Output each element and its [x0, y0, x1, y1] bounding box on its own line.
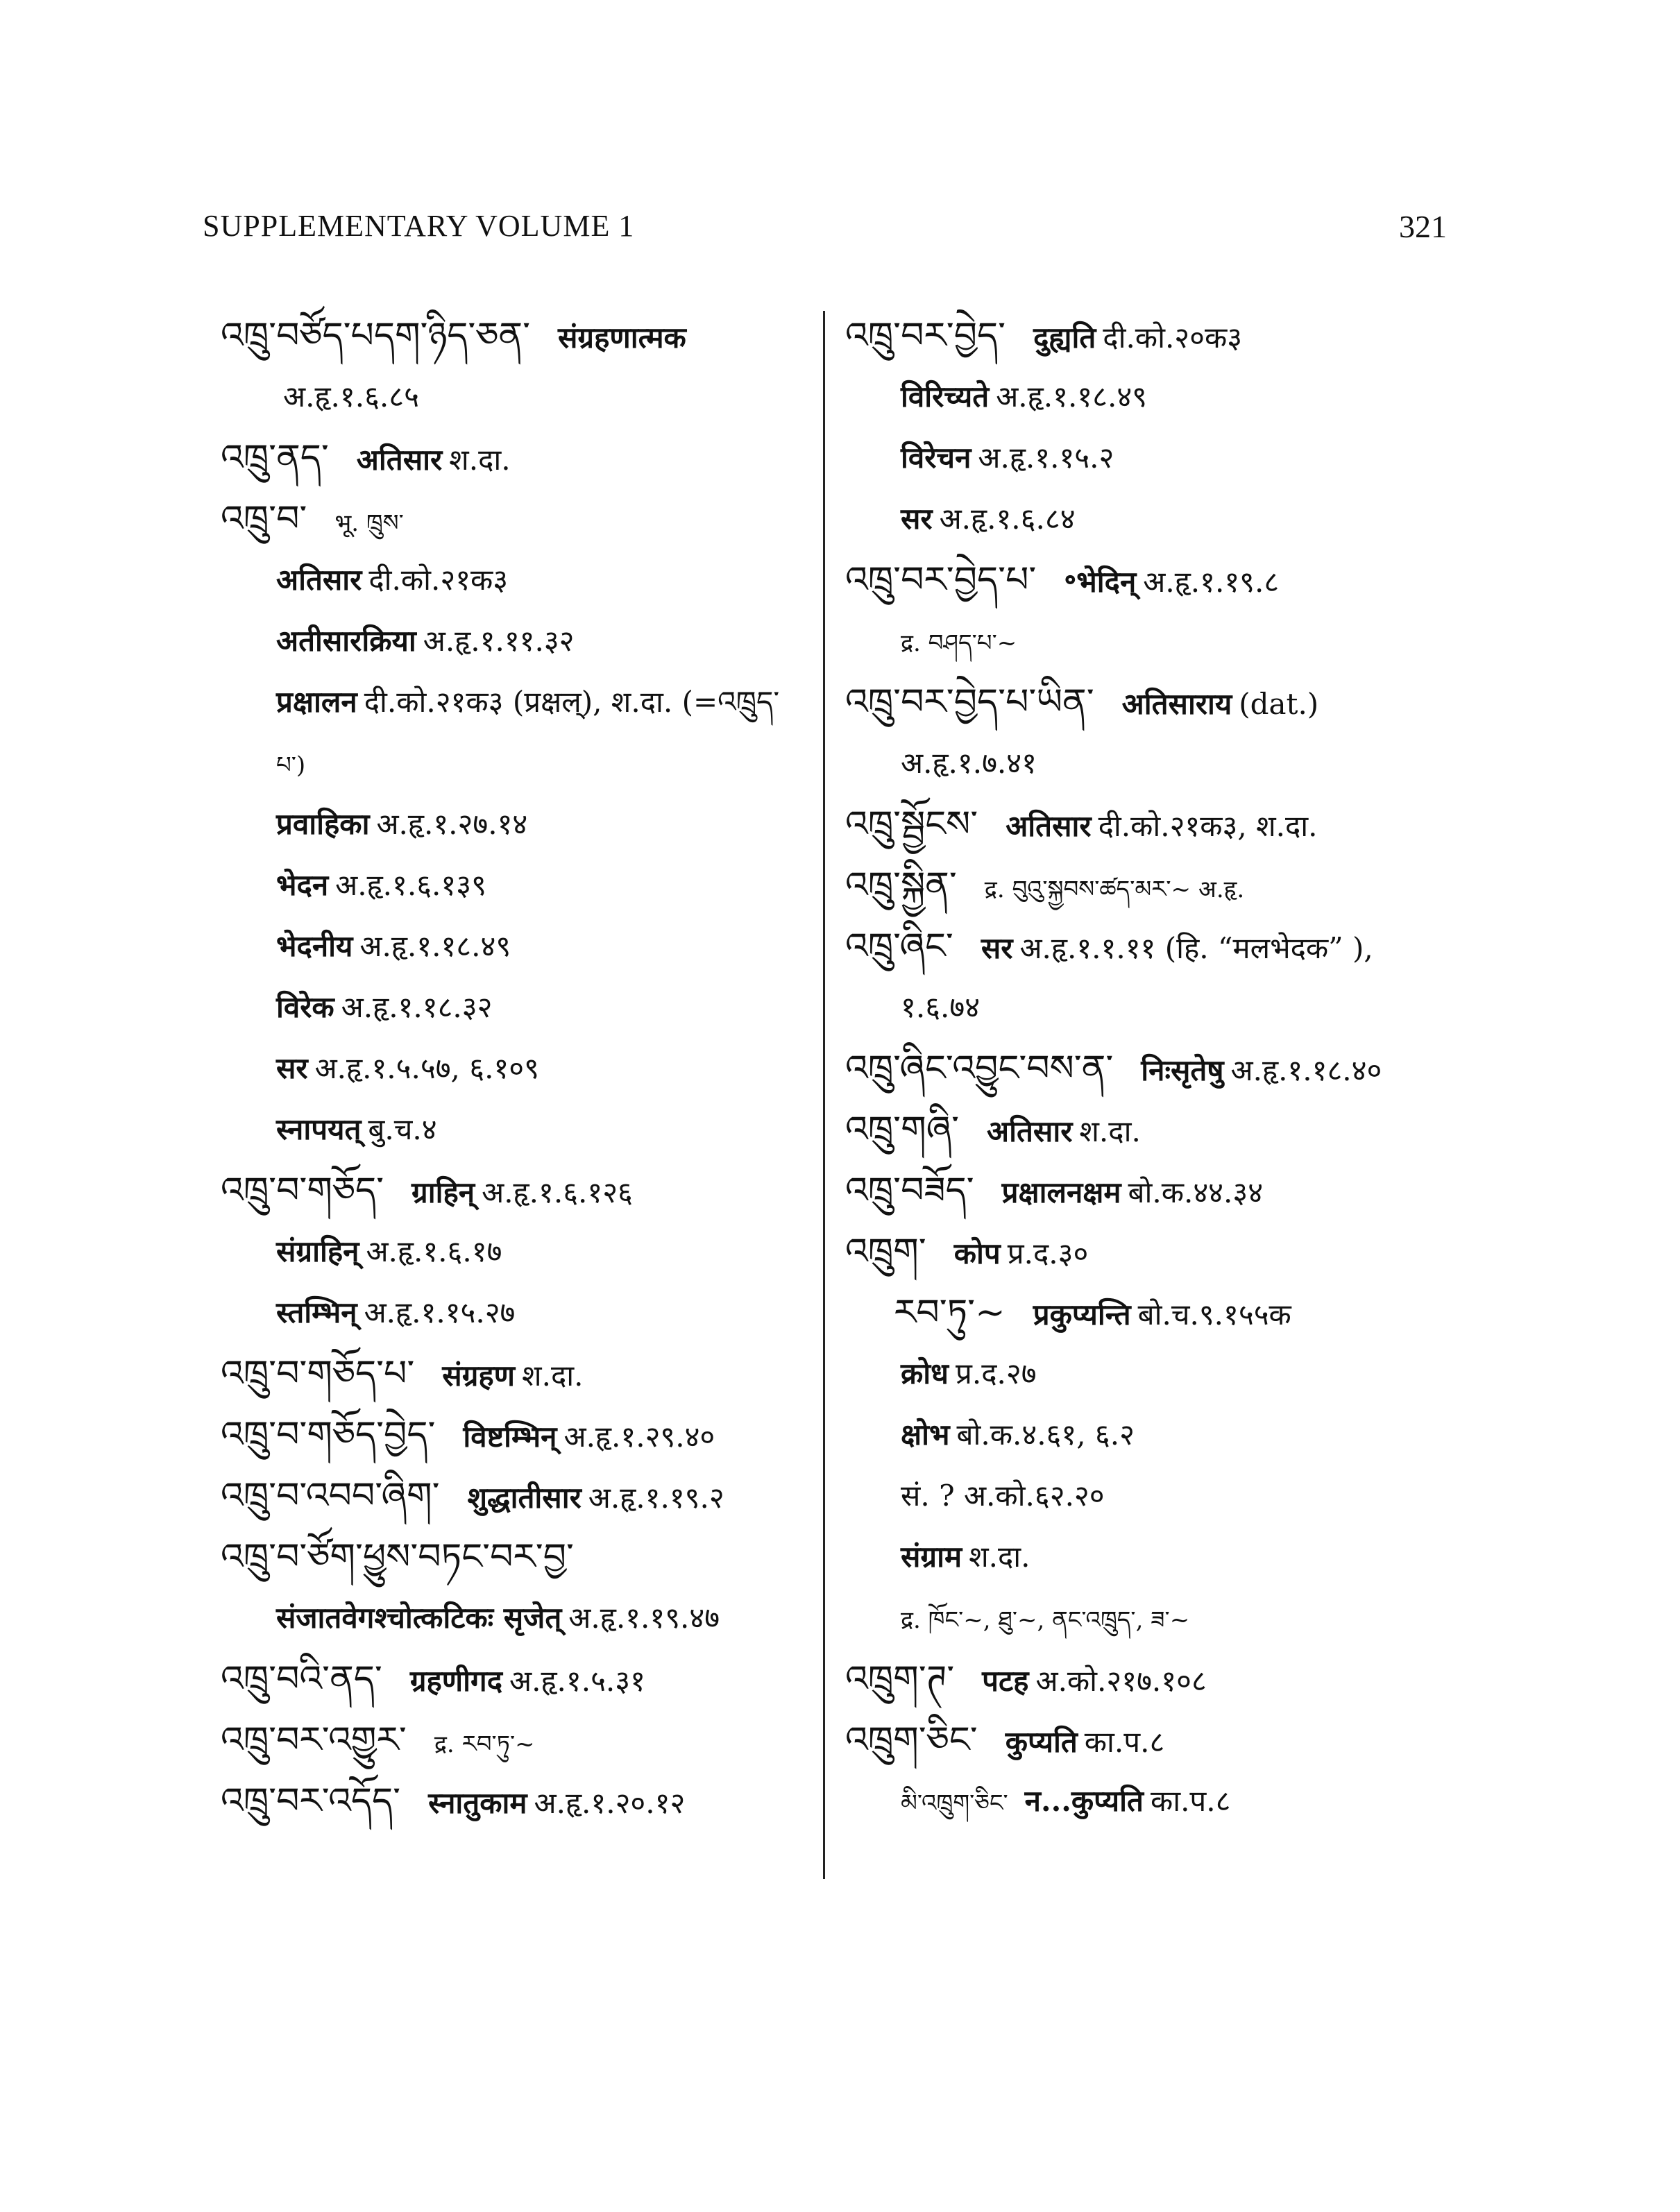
source-reference: अ.हृ.१.१.११ (हि. “मलभेदक” ),	[1019, 931, 1373, 965]
dictionary-entry	[221, 1649, 817, 1710]
source-reference: १.६.७४	[901, 990, 981, 1024]
dictionary-subentry	[845, 366, 1470, 427]
source-reference: द्र. བཤད་པ་~	[901, 629, 1017, 657]
source-reference: अ.हृ.१.१९.८	[1143, 565, 1280, 599]
source-reference: अ.को.२१७.१०८	[1035, 1664, 1207, 1698]
source-reference: अ.हृ.१.२०.१२	[534, 1786, 686, 1820]
dictionary-entry	[221, 1465, 817, 1526]
dictionary-entry	[221, 305, 817, 366]
tibetan-headword: འཁྲུ་བཙོད་པདག་ཉིད་ཅན་	[221, 315, 531, 357]
tibetan-headword: འཁྲུག་ཅིང་	[845, 1719, 978, 1761]
tibetan-headword: འཁྲུ་བར་བྱེད་པ་ཡིན་	[845, 681, 1094, 723]
source-reference: बो.च.९.१५५क	[1137, 1298, 1291, 1332]
dictionary-subentry	[845, 1404, 1470, 1465]
dictionary-subentry	[221, 1221, 817, 1282]
dictionary-entry	[845, 672, 1470, 733]
dictionary-subentry	[845, 733, 1470, 794]
source-reference: बो.क.४.६१, ६.२	[956, 1418, 1135, 1452]
dictionary-entry	[845, 1649, 1470, 1710]
dictionary-subentry	[221, 733, 817, 794]
tibetan-headword: འཁྲུ་སྦྱོངས་	[845, 803, 978, 845]
source-reference: अ.हृ.१.६.१७	[366, 1234, 502, 1268]
source-reference: अ.हृ.१.१८.३२	[341, 990, 493, 1024]
source-reference: अ.हृ.१.१९.२	[588, 1481, 724, 1515]
source-reference: अ.हृ.१.१५.२७	[364, 1295, 516, 1329]
tibetan-headword: འཁྲུག་	[845, 1231, 926, 1273]
tibetan-headword: འཁྲུ་བར་འདོད་	[221, 1780, 401, 1822]
source-reference: अ.हृ.१.६.८५	[283, 380, 419, 414]
left-column	[221, 305, 817, 1832]
sanskrit-equivalent: विरेक	[276, 990, 334, 1024]
tibetan-headword: འཁྲུ་བ་	[221, 498, 307, 540]
tibetan-headword: མི་འཁྲུག་ཅིང་	[901, 1789, 1008, 1817]
sanskrit-equivalent: ॰भेदिन्	[1064, 565, 1137, 599]
tibetan-headword: འཁྲུ་ནད་	[221, 437, 329, 479]
sanskrit-equivalent: अतिसार	[1006, 809, 1092, 843]
source-reference: प्र.द.३०	[1007, 1236, 1089, 1270]
tibetan-headword: འཁྲུ་བར་བྱེད་	[845, 315, 1006, 357]
dictionary-entry	[221, 488, 817, 550]
source-reference: अ.हृ.१.११.३२	[423, 624, 575, 658]
sanskrit-equivalent: अतिसार	[356, 443, 443, 477]
sanskrit-equivalent: प्रवाहिका	[276, 807, 370, 841]
dictionary-subentry	[221, 977, 817, 1038]
dictionary-entry	[845, 855, 1470, 916]
dictionary-subentry	[845, 427, 1470, 488]
dictionary-subentry	[845, 1526, 1470, 1588]
sanskrit-equivalent: स्नातुकाम	[428, 1786, 527, 1820]
dictionary-entry	[221, 1404, 817, 1465]
dictionary-subentry	[221, 1099, 817, 1160]
dictionary-subentry	[221, 1038, 817, 1099]
dictionary-entry	[845, 916, 1470, 977]
source-reference: པ་)	[276, 751, 306, 779]
source-reference: दी.को.२१क३, श.दा.	[1098, 809, 1318, 843]
tibetan-headword: འཁྲུ་བ་གཅོད་བྱེད་	[221, 1414, 436, 1456]
dictionary-subentry	[221, 916, 817, 977]
dictionary-entry	[845, 1710, 1470, 1771]
sanskrit-equivalent: स्तम्भिन्	[276, 1295, 357, 1329]
sanskrit-equivalent: अतीसारक्रिया	[276, 624, 416, 658]
sanskrit-equivalent: विष्टम्भिन्	[463, 1420, 557, 1454]
dictionary-entry	[845, 1221, 1470, 1282]
dictionary-entry	[221, 1526, 817, 1588]
sanskrit-equivalent: अतिसार	[276, 563, 362, 597]
sanskrit-equivalent: न...कुप्यति	[1024, 1784, 1144, 1818]
sanskrit-equivalent: विरिच्यते	[901, 380, 990, 414]
dictionary-subentry	[845, 1343, 1470, 1404]
dictionary-subentry	[221, 1282, 817, 1343]
source-reference: अ.हृ.१.२७.१४	[376, 807, 528, 841]
tibetan-headword: འཁྲུ་བ་གཅོད་པ་	[221, 1353, 415, 1395]
source-reference: दी.को.२१क३	[368, 563, 509, 597]
source-reference: बु.च.४	[368, 1112, 437, 1146]
dictionary-subentry	[221, 794, 817, 855]
source-reference: अ.हृ.१.६.१२६	[482, 1175, 633, 1209]
source-reference: भू. ཁྲུས་	[334, 509, 404, 537]
dictionary-entry	[845, 1160, 1470, 1221]
tibetan-headword: འཁྲུ་བར་འགྱུར་	[221, 1719, 407, 1761]
source-reference: का.प.८	[1150, 1784, 1231, 1818]
page-number: 321	[1399, 209, 1447, 244]
source-reference: अ.हृ.१.१८.४९	[996, 380, 1148, 414]
dictionary-entry	[845, 1038, 1470, 1099]
sanskrit-equivalent: संग्राहिन्	[276, 1234, 359, 1268]
source-reference: श.दा.	[449, 443, 511, 477]
tibetan-headword: འཁྲུ་སྐྱིན་	[845, 865, 957, 906]
tibetan-headword: འཁྲུ་གཞི་	[845, 1109, 960, 1150]
tibetan-headword: འཁྲུ་བ་འབབ་ཞིག་	[221, 1475, 440, 1517]
dictionary-entry	[845, 305, 1470, 366]
sanskrit-equivalent: संग्रहण	[442, 1359, 516, 1393]
source-reference: अ.हृ.१.५.३१	[509, 1664, 645, 1698]
source-reference: दी.को.२१क३ (प्रक्षल्), श.दा. (=འཁྲུད་	[364, 685, 780, 719]
tibetan-headword: འཁྲུག་ཊ་	[845, 1658, 955, 1700]
dictionary-subentry	[221, 672, 817, 733]
column-divider	[823, 311, 825, 1879]
dictionary-subentry	[221, 1588, 817, 1649]
source-reference: अ.हृ.१.७.४१	[901, 746, 1037, 780]
dictionary-entry	[845, 1099, 1470, 1160]
sanskrit-equivalent: शुद्धातीसार	[467, 1481, 582, 1515]
running-title: SUPPLEMENTARY VOLUME 1	[203, 209, 635, 243]
sanskrit-equivalent: दुह्यति	[1033, 321, 1096, 355]
sanskrit-equivalent: ग्रहणीगद	[409, 1664, 502, 1698]
dictionary-subentry	[221, 855, 817, 916]
source-reference: अ.हृ.१.५.५७, ६.१०९	[314, 1051, 539, 1085]
sanskrit-equivalent: सर	[981, 931, 1013, 965]
dictionary-subentry	[845, 1771, 1470, 1832]
dictionary-subentry	[845, 488, 1470, 550]
source-reference: सं. ? अ.को.६२.२०	[901, 1479, 1105, 1513]
source-reference: का.प.८	[1084, 1725, 1165, 1759]
sanskrit-equivalent: सर	[276, 1051, 308, 1085]
dictionary-subentry	[845, 1465, 1470, 1526]
dictionary-entry	[221, 1771, 817, 1832]
sanskrit-equivalent: ग्राहिन्	[411, 1175, 475, 1209]
sanskrit-equivalent: संग्राम	[901, 1540, 962, 1574]
sanskrit-equivalent: प्रक्षालन	[276, 685, 357, 719]
tibetan-headword: འཁྲུ་བཟོད་	[845, 1170, 974, 1211]
source-reference: बो.क.४४.३४	[1128, 1175, 1264, 1209]
tibetan-headword: འཁྲུ་བ་གཅོད་	[221, 1170, 384, 1211]
sanskrit-equivalent: क्रोध	[901, 1356, 949, 1390]
sanskrit-equivalent: प्रकुप्यन्ति	[1033, 1298, 1131, 1332]
dictionary-subentry	[221, 611, 817, 672]
source-reference: द्र. བུའུ་སྐྱབས་ཚད་མར་~ अ.हृ.	[984, 876, 1245, 903]
dictionary-subentry	[221, 366, 817, 427]
sanskrit-equivalent: संजातवेगश्चोत्कटिकः सृजेत्	[276, 1601, 562, 1635]
sanskrit-equivalent: संग्रहणात्मक	[558, 321, 686, 355]
dictionary-entry	[845, 550, 1470, 611]
tibetan-headword: འཁྲུ་བ་ཙོག་ཕྱུས་བཏང་བར་བྱ་	[221, 1536, 574, 1578]
dictionary-subentry	[845, 611, 1470, 672]
source-reference: दी.को.२०क३	[1103, 321, 1243, 355]
sanskrit-equivalent: भेदन	[276, 868, 329, 902]
tibetan-headword: འཁྲུ་བར་བྱེད་པ་	[845, 559, 1037, 601]
source-reference: श.दा.	[522, 1359, 584, 1393]
source-reference: अ.हृ.१.२९.४०	[563, 1420, 715, 1454]
source-reference: अ.हृ.१.६.८४	[939, 502, 1076, 536]
source-reference: अ.हृ.१.१९.४७	[568, 1601, 720, 1635]
source-reference: श.दा.	[1079, 1114, 1141, 1148]
dictionary-entry	[845, 794, 1470, 855]
dictionary-subentry	[845, 977, 1470, 1038]
sanskrit-equivalent: निःसृतेषु	[1141, 1053, 1224, 1087]
source-reference: द्र. རབ་ཏུ་~	[434, 1730, 535, 1758]
dictionary-entry	[221, 1710, 817, 1771]
sanskrit-equivalent: स्नापयत्	[276, 1112, 362, 1146]
dictionary-entry	[221, 1343, 817, 1404]
sanskrit-equivalent: कुप्यति	[1005, 1725, 1078, 1759]
sanskrit-equivalent: सर	[901, 502, 933, 536]
dictionary-entry	[221, 1160, 817, 1221]
tibetan-headword: འཁྲུ་ཞིང་	[845, 926, 953, 967]
right-column	[845, 305, 1470, 1832]
source-reference: अ.हृ.१.१८.४९	[359, 929, 511, 963]
sanskrit-equivalent: कोप	[953, 1236, 1001, 1270]
sanskrit-equivalent: प्रक्षालनक्षम	[1001, 1175, 1121, 1209]
sanskrit-equivalent: विरेचन	[901, 441, 971, 475]
sanskrit-equivalent: अतिसार	[987, 1114, 1073, 1148]
source-reference: अ.हृ.१.१५.२	[978, 441, 1114, 475]
source-reference: प्र.द.२७	[955, 1356, 1037, 1390]
dictionary-subentry	[845, 1282, 1470, 1343]
tibetan-headword: འཁྲུ་ཞིང་འབྱུང་བས་ན་	[845, 1048, 1114, 1089]
tibetan-headword: རབ་ཏུ་~	[894, 1292, 1006, 1334]
sanskrit-equivalent: पटह	[982, 1664, 1029, 1698]
source-reference: श.दा.	[969, 1540, 1030, 1574]
sanskrit-equivalent: भेदनीय	[276, 929, 353, 963]
source-reference: (dat.)	[1239, 687, 1319, 721]
source-reference: अ.हृ.१.१८.४०	[1230, 1053, 1382, 1087]
dictionary-subentry	[221, 550, 817, 611]
source-reference: द्र. ཁོང་~, ཐུ་~, ནང་འཁྲུད་, ཟ་~	[901, 1606, 1190, 1634]
tibetan-headword: འཁྲུ་བའི་ནད་	[221, 1658, 382, 1700]
sanskrit-equivalent: क्षोभ	[901, 1418, 950, 1452]
dictionary-entry	[221, 427, 817, 488]
dictionary-subentry	[845, 1588, 1470, 1649]
sanskrit-equivalent: अतिसाराय	[1121, 687, 1232, 721]
source-reference: अ.हृ.१.६.१३९	[335, 868, 486, 902]
